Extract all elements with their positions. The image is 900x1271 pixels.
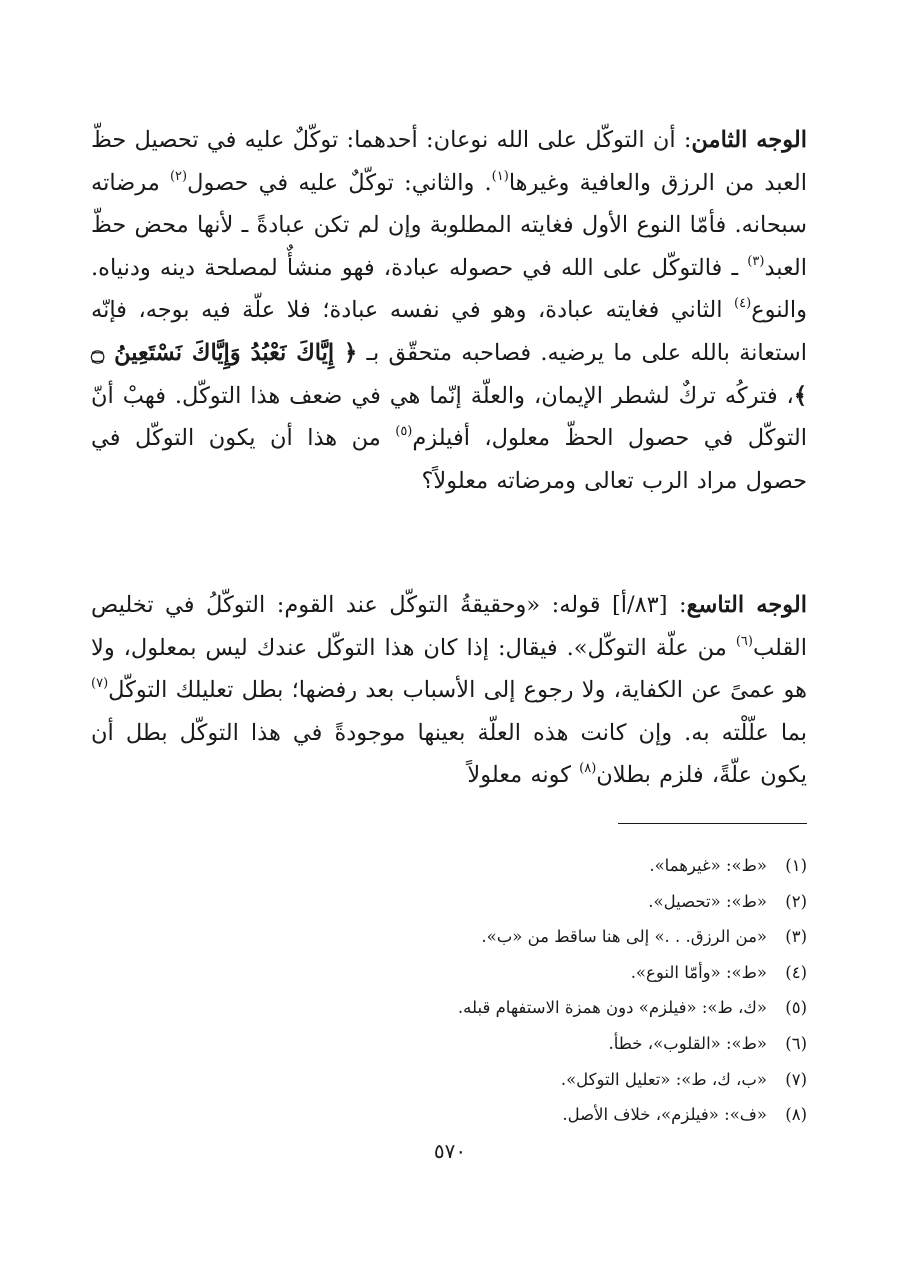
footnote-number: (٦): [785, 1033, 807, 1053]
footnote-item: [91, 955, 807, 991]
footnote-text: «من الرزق. . .» إلى هنا ساقط من «ب».: [481, 927, 767, 947]
footnote-number: (٧): [785, 1069, 807, 1089]
footnote-number: (٨): [785, 1105, 807, 1125]
footnote-ref[interactable]: (٣): [747, 253, 765, 269]
page-number: ٥٧٠: [433, 1139, 467, 1163]
paragraph-heading: الوجه الثامن: [691, 127, 807, 153]
footnote-text: «ك، ط»: «فيلزم» دون همزة الاستفهام قبله.: [457, 998, 767, 1018]
footnote-text: «ب، ك، ط»: «تعليل التوكل».: [560, 1069, 767, 1089]
footnote-text: «ط»: «وأمّا النوع».: [630, 962, 767, 982]
footnote-number: (١): [785, 856, 807, 875]
footnote-number: (٤): [785, 962, 807, 982]
footnote-item: [91, 1062, 807, 1098]
footnote-ref[interactable]: (١): [491, 168, 509, 184]
paragraph-text: ـ فالتوكّل على الله في حصوله عبادة، فهو منشأٌ لمصلحة دينه ودنياه. والنوع: [91, 254, 807, 324]
paragraph-text: : أن التوكّل على الله نوعان: أحدهما: توكّلٌ عليه في تحصيل حظّ العبد من الرزق والعافية وغيرها: [91, 127, 807, 196]
paragraph-text: من هذا أن يكون التوكّل في حصول مراد الرب تعالى ومرضاته معلولاً؟: [91, 425, 807, 494]
body-paragraph-ninth-aspect: [91, 584, 807, 797]
paragraph-text: من علّة التوكّل». فيقال: إذا كان هذا التوكّل عندك ليس بمعلول، ولا هو عمىً عن الكفاية، ولا رجوع إلى الأسباب بعد رفضها؛ بطل تعليلك التوكّل: [91, 634, 807, 704]
footnote-item: [91, 1026, 807, 1062]
footnote-item: [91, 848, 807, 884]
body-paragraph-eighth-aspect: [91, 119, 807, 502]
paragraph-text: : [٨٣/أ] قوله: «وحقيقةُ التوكّل عند القوم: التوكّلُ في تخليص القلب: [91, 592, 807, 661]
footnote-number: (٢): [785, 891, 807, 911]
paragraph-text: بما علّلْته به. وإن كانت هذه العلّة بعينها موجودةً في هذا التوكّل بطل أن يكون علّةً، فلزم بطلان: [91, 719, 807, 789]
paragraph-text: ، فتركُه تركٌ لشطر الإيمان، والعلّة إنّما هي في ضعف هذا التوكّل. فهبْ أنّ التوكّل في حصول الحظّ معلول، أفيلزم: [91, 382, 807, 452]
footnote-number: (٣): [785, 927, 807, 947]
paragraph-text: كونه معلولاً: [467, 762, 580, 789]
paragraph-text: . والثاني: توكّلٌ عليه في حصول: [187, 169, 492, 196]
footnote-ref[interactable]: (٤): [734, 296, 752, 312]
footnote-text: «ط»: «القلوب»، خطأ.: [608, 1033, 767, 1053]
footnote-item: [91, 919, 807, 955]
footnote-text: «ف»: «فيلزم»، خلاف الأصل.: [562, 1105, 767, 1125]
footnote-ref[interactable]: (٧): [91, 676, 109, 692]
footnote-ref[interactable]: (٦): [735, 633, 753, 649]
footnote-ref[interactable]: (٨): [579, 761, 597, 777]
paragraph-heading: الوجه التاسع: [686, 592, 807, 618]
footnote-item: [91, 884, 807, 920]
footnote-text: «ط»: «تحصيل».: [648, 891, 767, 911]
footnote-separator: [618, 823, 807, 824]
footnote-item: [91, 990, 807, 1026]
footnote-item: [91, 1097, 807, 1133]
footnote-text: «ط»: «غيرهما».: [649, 856, 767, 875]
footnotes-list: [91, 848, 807, 1133]
footnote-ref[interactable]: (٥): [395, 424, 413, 440]
quran-verse: ﴿ إِيَّاكَ نَعْبُدُ وَإِيَّاكَ نَسْتَعِينُ ۝ ﴾: [91, 339, 807, 409]
footnote-number: (٥): [785, 998, 807, 1018]
paragraph-text: مرضاته سبحانه. فأمّا النوع الأول فغايته المطلوبة وإن لم تكن عبادةً ـ لأنها محض حظّ العبد: [91, 169, 807, 281]
paragraph-text: الثاني فغايته عبادة، وهو في نفسه عبادة؛ فلا علّة فيه بوجه، فإنّه استعانة بالله على ما يرضيه. فصاحبه متحقّق بـ: [91, 297, 807, 366]
footnote-ref[interactable]: (٢): [169, 168, 188, 184]
